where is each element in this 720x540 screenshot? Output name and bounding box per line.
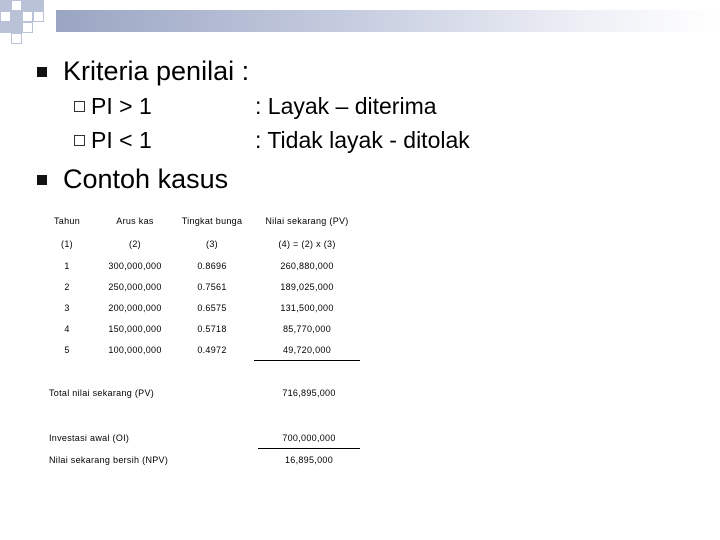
checker-square [0, 0, 11, 11]
cell-tahun: 3 [64, 302, 70, 313]
cell-tahun: 4 [64, 323, 70, 334]
checker-square [33, 11, 44, 22]
cell-pv: 260,880,000 [280, 260, 334, 271]
cell-tingkat-bunga: 0.5718 [197, 323, 227, 334]
cell-tahun: 1 [64, 260, 70, 271]
header-gradient-bar [56, 10, 720, 32]
cell-tingkat-bunga: 0.6575 [197, 302, 227, 313]
cell-tingkat-bunga: 0.4972 [197, 344, 227, 355]
checkbox-bullet-icon [74, 135, 85, 146]
checker-square [22, 11, 33, 22]
sub-bullet-pi-less: PI < 1 [91, 127, 152, 153]
table-row [34, 318, 360, 339]
checkbox-bullet-icon [74, 101, 85, 112]
colnum-cell: (3) [206, 238, 218, 249]
decorative-checker-grid [0, 0, 54, 44]
bullet-square-icon [37, 175, 47, 185]
bullet-contoh-text: Contoh kasus [63, 164, 229, 194]
checker-square [11, 33, 22, 44]
checker-square [0, 11, 11, 22]
summary-npv-label: Nilai sekarang bersih (NPV) [49, 455, 169, 465]
cell-arus-kas: 300,000,000 [108, 260, 162, 271]
sub-bullet-layak: : Layak – diterima [255, 93, 437, 119]
contoh-kasus-table [34, 210, 360, 361]
cell-tingkat-bunga: 0.8696 [197, 260, 227, 271]
summary-underline [258, 448, 360, 449]
header-tahun: Tahun [53, 216, 81, 226]
checker-square [0, 22, 11, 33]
summary-total-pv-label: Total nilai sekarang (PV) [49, 388, 155, 398]
checker-square [22, 22, 33, 33]
summary-total-pv-value: 716,895,000 [282, 388, 336, 398]
cell-pv: 131,500,000 [280, 302, 334, 313]
colnum-cell: (2) [129, 238, 141, 249]
summary-investasi-label: Investasi awal (OI) [49, 433, 130, 443]
checker-square [22, 0, 33, 11]
checker-square [11, 11, 22, 22]
cell-pv: 189,025,000 [280, 281, 334, 292]
cell-pv: 85,770,000 [282, 323, 332, 334]
bullet-square-icon [37, 67, 47, 77]
cell-arus-kas: 250,000,000 [108, 281, 162, 292]
header-tingkat-bunga: Tingkat bunga [181, 216, 243, 226]
header-nilai-sekarang: Nilai sekarang (PV) [265, 216, 349, 226]
cell-tingkat-bunga: 0.7561 [197, 281, 227, 292]
cell-arus-kas: 150,000,000 [108, 323, 162, 334]
table-header-row [34, 210, 360, 232]
bullet-kriteria-text: Kriteria penilai : [63, 56, 250, 86]
cell-pv: 49,720,000 [254, 339, 360, 361]
table-row [34, 276, 360, 297]
table-row [34, 339, 360, 361]
header-arus-kas: Arus kas [116, 216, 154, 226]
table-row [34, 297, 360, 318]
sub-bullet-tidak-layak: : Tidak layak - ditolak [255, 127, 470, 153]
table-row [34, 255, 360, 276]
table-colnum-row [34, 232, 360, 255]
colnum-cell: (1) [61, 238, 73, 249]
cell-tahun: 5 [64, 344, 70, 355]
colnum-cell: (4) = (2) x (3) [278, 238, 336, 249]
sub-bullet-pi-greater: PI > 1 [91, 93, 152, 119]
cell-tahun: 2 [64, 281, 70, 292]
checker-square [11, 22, 22, 33]
checker-square [33, 0, 44, 11]
cell-arus-kas: 200,000,000 [108, 302, 162, 313]
cell-arus-kas: 100,000,000 [108, 344, 162, 355]
summary-investasi-value: 700,000,000 [282, 433, 336, 443]
summary-npv-value: 16,895,000 [284, 455, 334, 465]
checker-square [11, 0, 22, 11]
